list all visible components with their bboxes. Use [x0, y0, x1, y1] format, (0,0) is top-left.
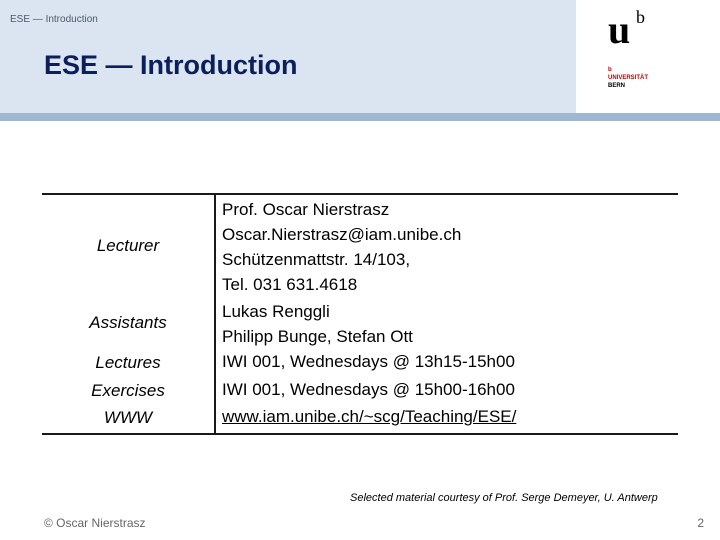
logo-b-letter: b — [636, 7, 645, 27]
lecturer-name: Prof. Oscar Nierstrasz — [222, 200, 390, 219]
lectures-schedule: IWI 001, Wednesdays @ 13h15-15h00 — [222, 352, 515, 371]
row-value-www — [222, 404, 516, 429]
assistant-1: Lukas Renggli — [222, 302, 330, 321]
row-label-assistants: Assistants — [89, 313, 167, 332]
row-label-exercises: Exercises — [91, 381, 165, 400]
lecturer-email: Oscar.Nierstrasz@iam.unibe.ch — [222, 225, 462, 244]
logo-line-1: b — [608, 67, 612, 73]
logo-u-letter: u — [608, 7, 631, 52]
row-value-assistants — [222, 299, 413, 349]
running-title: ESE — Introduction — [10, 14, 98, 25]
row-value-exercises — [222, 377, 515, 402]
row-label-www: WWW — [103, 408, 153, 427]
slide-title: ESE — Introduction — [44, 50, 298, 80]
logo-wordmark — [608, 66, 648, 90]
logo-line-3: BERN — [608, 83, 626, 89]
table-bottom-rule — [42, 433, 678, 435]
slide-header — [0, 0, 720, 113]
row-value-lecturer — [222, 197, 461, 297]
exercises-schedule: IWI 001, Wednesdays @ 15h00-16h00 — [222, 380, 515, 399]
row-value-lectures — [222, 349, 515, 374]
header-divider-bar — [0, 113, 720, 121]
lecturer-address: Schützenmattstr. 14/103, — [222, 250, 411, 269]
assistant-2: Philipp Bunge, Stefan Ott — [222, 327, 413, 346]
page-number: 2 — [697, 516, 704, 530]
table-top-rule — [42, 193, 678, 195]
row-label-lecturer: Lecturer — [96, 236, 160, 255]
row-label-lectures: Lectures — [95, 353, 161, 372]
table-column-divider — [214, 195, 216, 433]
footer-copyright: © Oscar Nierstrasz — [44, 516, 146, 530]
logo-line-2: UNIVERSITÄT — [608, 75, 649, 81]
lecturer-phone: Tel. 031 631.4618 — [222, 275, 358, 294]
credit-note: Selected material courtesy of Prof. Serge Demeyer, U. Antwerp — [350, 492, 658, 504]
course-website-link[interactable]: www.iam.unibe.ch/~scg/Teaching/ESE/ — [222, 407, 517, 426]
university-logo — [608, 8, 688, 98]
